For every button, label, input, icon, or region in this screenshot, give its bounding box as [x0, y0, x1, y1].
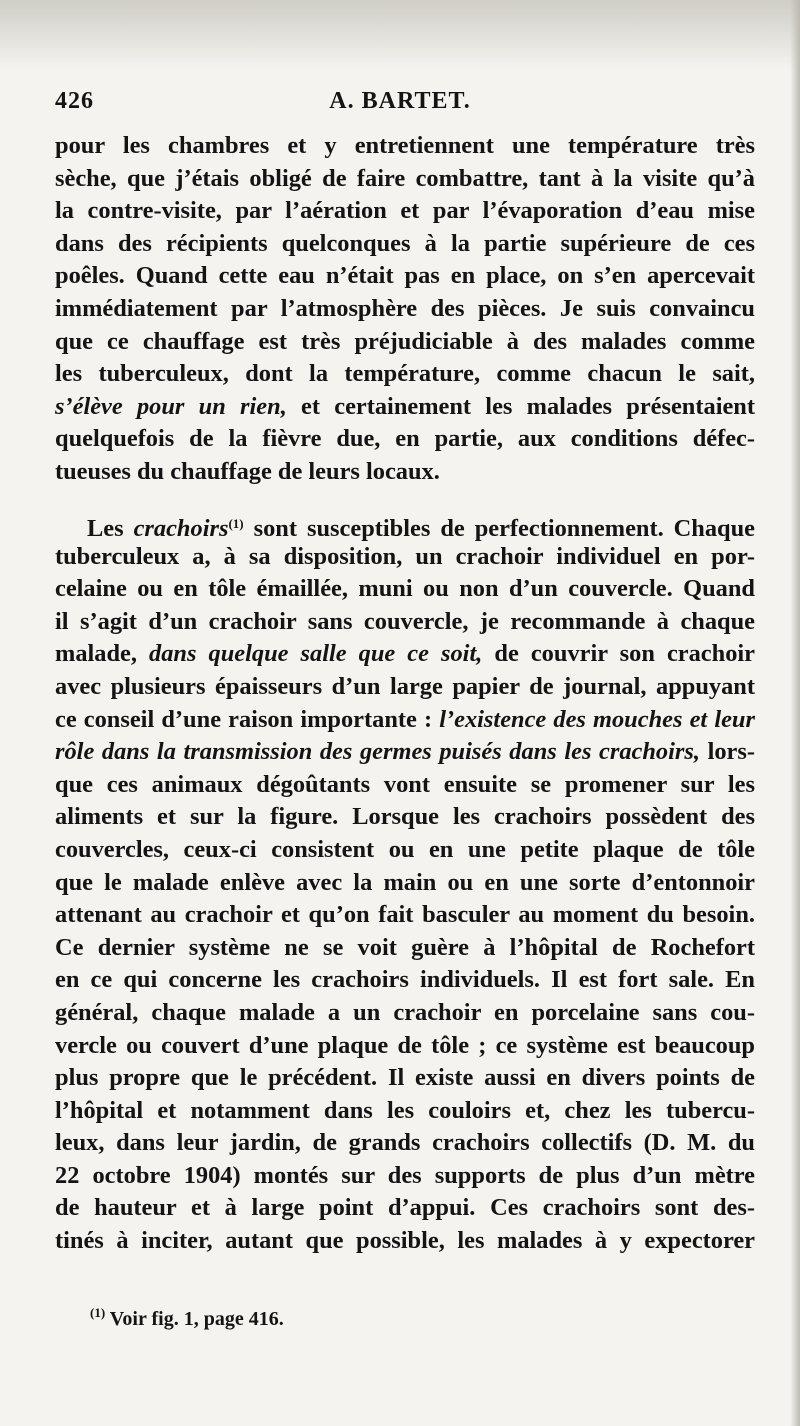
- text-line: l’hôpital et notamment dans les couloirs et, chez les tubercu-: [55, 1096, 755, 1124]
- text-run: Les: [87, 515, 134, 542]
- text-line: que ce chauffage est très préjudiciable à des malades comme: [55, 327, 755, 355]
- italic-phrase: dans quelque salle que ce soit,: [149, 640, 483, 668]
- text-run: sont susceptibles de perfectionnement. Chaque: [243, 515, 756, 542]
- scan-shadow-top: [0, 0, 800, 70]
- text-line: que le malade enlève avec la main ou en une sorte d’entonnoir: [55, 868, 755, 896]
- text-line: tueuses du chauffage de leurs locaux.: [55, 457, 440, 485]
- text-run: de couvrir son crachoir: [482, 640, 755, 668]
- text-line: leux, dans leur jardin, de grands crachoirs collectifs (D. M. du: [55, 1129, 755, 1157]
- text-run: lors-: [699, 738, 755, 766]
- footnote-ref: (1): [228, 516, 244, 531]
- paragraph-spittoons: [55, 508, 755, 1258]
- text-line: il s’agit d’un crachoir sans couvercle, je recommande à chaque: [55, 607, 755, 635]
- page-header: [55, 88, 745, 122]
- italic-phrase: s’élève pour un rien,: [55, 392, 287, 420]
- page-number: 426: [55, 88, 94, 114]
- text-line: [55, 508, 755, 541]
- text-line: [55, 736, 755, 769]
- text-line: quelquefois de la fièvre due, en partie, aux conditions défec-: [55, 425, 755, 453]
- text-line: sèche, que j’étais obligé de faire combattre, tant à la visite qu’à: [55, 164, 755, 192]
- text-line: Ce dernier système ne se voit guère à l’hôpital de Rochefort: [55, 933, 755, 961]
- text-line: vercle ou couvert d’une plaque de tôle ; ce système est beaucoup: [55, 1031, 755, 1059]
- footnote-marker: (1): [90, 1305, 106, 1320]
- footnote-text: Voir fig. 1, page 416.: [105, 1308, 284, 1330]
- italic-phrase: rôle dans la transmission des germes puisés dans les crachoirs,: [55, 738, 700, 766]
- text-line: que ces animaux dégoûtants vont ensuite se promener sur les: [55, 770, 755, 798]
- running-title: A. BARTET.: [329, 88, 471, 114]
- text-line: aliments et sur la figure. Lorsque les crachoirs possèdent des: [55, 803, 755, 831]
- text-run: ce conseil d’une raison importante :: [55, 705, 440, 733]
- text-line: dans des récipients quelconques à la partie supérieure de ces: [55, 229, 755, 257]
- text-line: général, chaque malade a un crachoir en porcelaine sans cou-: [55, 998, 755, 1026]
- text-line: plus propre que le précédent. Il existe aussi en divers points de: [55, 1064, 755, 1092]
- text-line: attenant au crachoir et qu’on fait basculer au moment du besoin.: [55, 901, 755, 929]
- italic-term: crachoirs: [133, 515, 229, 542]
- text-line: de hauteur et à large point d’appui. Ces crachoirs sont des-: [55, 1194, 755, 1222]
- footnote: [90, 1305, 284, 1331]
- text-line: [55, 391, 755, 424]
- text-line: en ce qui concerne les crachoirs individuels. Il est fort sale. En: [55, 966, 755, 994]
- text-line: tinés à inciter, autant que possible, les malades à y expectorer: [55, 1227, 755, 1255]
- scan-shadow-right: [790, 0, 800, 1426]
- text-line: tuberculeux a, à sa disposition, un crachoir individuel en por-: [55, 542, 755, 570]
- text-line: poêles. Quand cette eau n’était pas en place, on s’en apercevait: [55, 262, 755, 290]
- paragraph-heating: [55, 130, 755, 489]
- text-line: couvercles, ceux-ci consistent ou en une petite plaque de tôle: [55, 835, 755, 863]
- text-line: 22 octobre 1904) montés sur des supports de plus d’un mètre: [55, 1161, 755, 1189]
- text-line: [55, 704, 755, 737]
- text-line: la contre-visite, par l’aération et par l’évaporation d’eau mise: [55, 197, 755, 225]
- italic-phrase: l’existence des mouches et leur: [439, 705, 755, 733]
- text-run: malade,: [55, 640, 150, 668]
- text-line: celaine ou en tôle émaillée, muni ou non d’un couvercle. Quand: [55, 575, 755, 603]
- text-line: immédiatement par l’atmosphère des pièces. Je suis convaincu: [55, 294, 755, 322]
- text-line: [55, 638, 755, 671]
- text-run: et certainement les malades présentaient: [286, 392, 755, 420]
- text-line: avec plusieurs épaisseurs d’un large papier de journal, appuyant: [55, 672, 755, 700]
- text-line: pour les chambres et y entretiennent une température très: [55, 132, 755, 159]
- text-line: les tuberculeux, dont la température, comme chacun le sait,: [55, 360, 755, 388]
